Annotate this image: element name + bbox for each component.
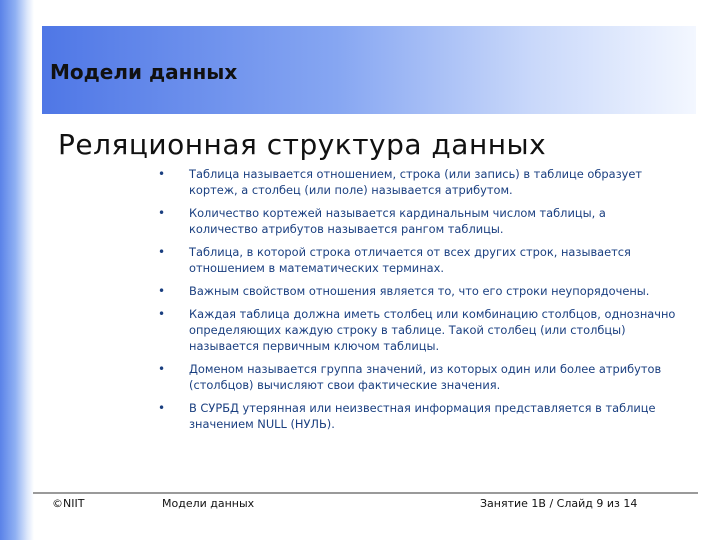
- list-item: [158, 306, 678, 354]
- footer-section: Модели данных: [162, 497, 255, 510]
- bullet-text: Доменом называется группа значений, из которых один или более атрибутов (столбцов) вычисляют свои фактические значения.: [189, 362, 662, 392]
- bullet-icon: •: [158, 401, 166, 415]
- list-item: [158, 283, 678, 299]
- header-title: Модели данных: [50, 60, 238, 84]
- list-item: [158, 166, 678, 198]
- footer-slide-info: Занятие 1В / Слайд 9 из 14: [480, 497, 638, 510]
- left-gradient-bar: [0, 0, 34, 540]
- bullet-icon: •: [158, 362, 166, 376]
- bullet-text: Каждая таблица должна иметь столбец или комбинацию столбцов, однозначно определяющих каждую строку в таблице. Такой столбец (или столбцы) называется первичным ключом таблицы.: [189, 307, 676, 353]
- bullet-icon: •: [158, 245, 166, 259]
- bullet-icon: •: [158, 167, 166, 181]
- bullet-text: Важным свойством отношения является то, что его строки неупорядочены.: [189, 284, 650, 298]
- slide-title: Реляционная структура данных: [58, 128, 547, 161]
- list-item: [158, 244, 678, 276]
- bullet-text: В СУРБД утерянная или неизвестная информация представляется в таблице значением NULL (НУЛЬ).: [189, 401, 656, 431]
- bullet-icon: •: [158, 206, 166, 220]
- bullet-text: Таблица, в которой строка отличается от всех других строк, называется отношением в математических терминах.: [189, 245, 631, 275]
- list-item: [158, 400, 678, 432]
- bullet-icon: •: [158, 307, 166, 321]
- list-item: [158, 361, 678, 393]
- list-item: [158, 205, 678, 237]
- footer-copyright: ©NIIT: [52, 497, 85, 510]
- bullet-list: [158, 166, 678, 439]
- footer-divider: [33, 492, 698, 494]
- bullet-icon: •: [158, 284, 166, 298]
- bullet-text: Таблица называется отношением, строка (или запись) в таблице образует кортеж, а столбец (или поле) называется атрибутом.: [189, 167, 643, 197]
- bullet-text: Количество кортежей называется кардинальным числом таблицы, а количество атрибутов называется рангом таблицы.: [189, 206, 606, 236]
